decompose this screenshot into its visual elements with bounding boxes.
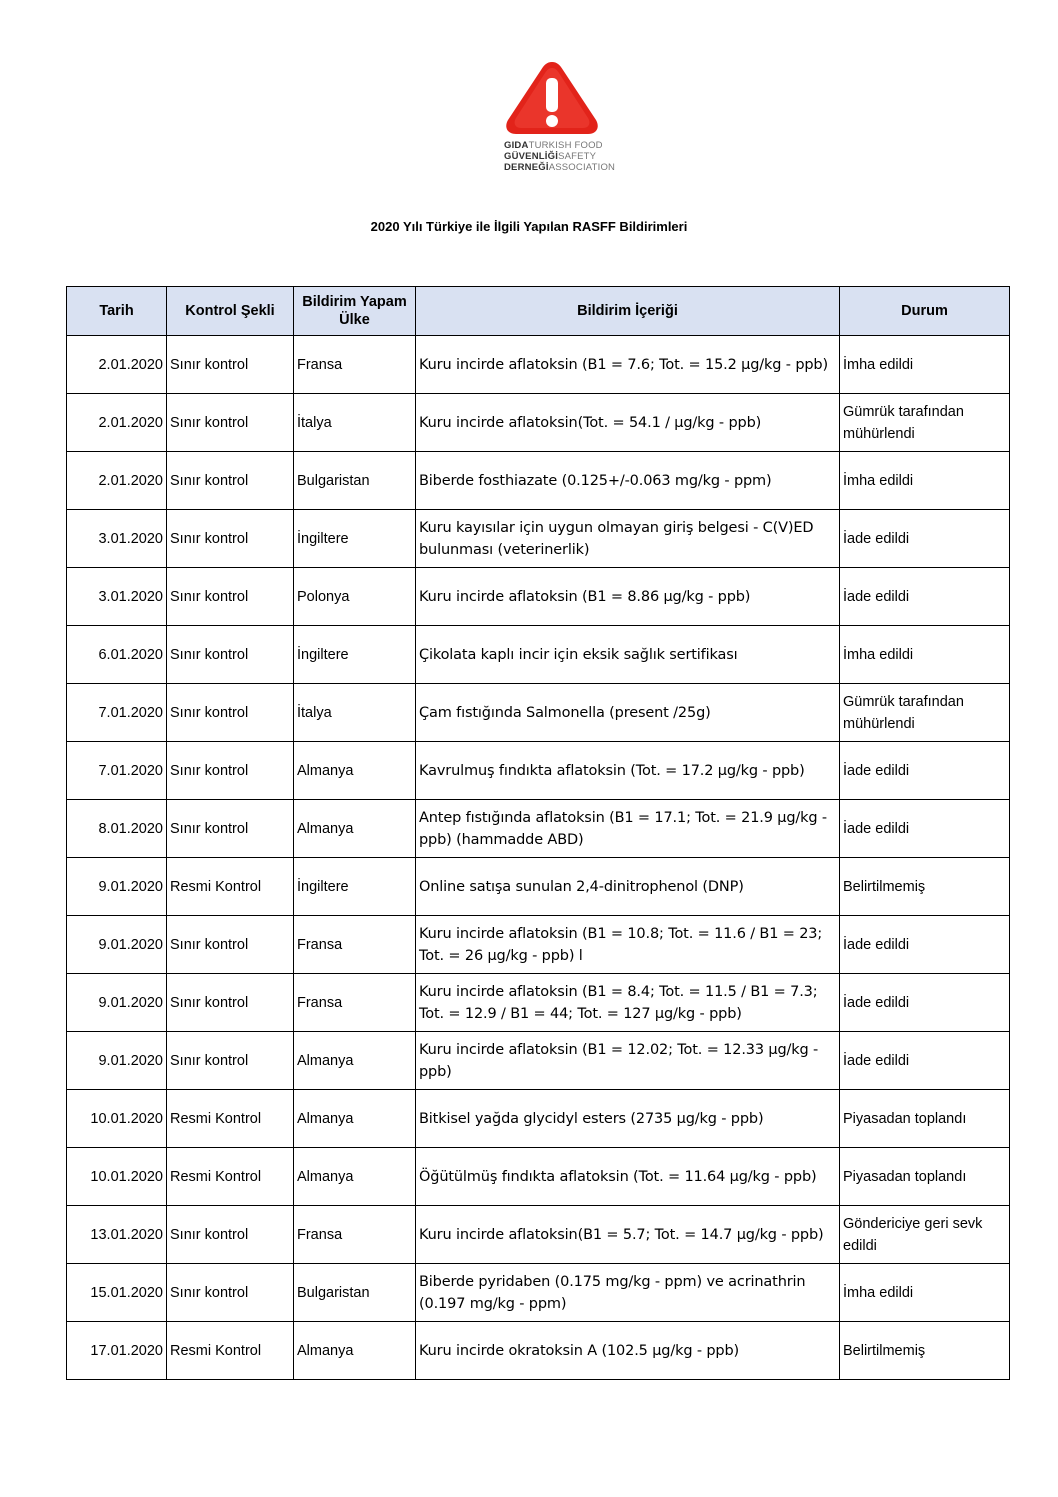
cell-date: 3.01.2020: [67, 568, 167, 626]
header-status: Durum: [840, 287, 1010, 336]
header-date: Tarih: [67, 287, 167, 336]
cell-content: Bitkisel yağda glycidyl esters (2735 µg/kg - ppb): [416, 1090, 840, 1148]
table-row: [67, 684, 1010, 742]
cell-status: İade edildi: [840, 1032, 1010, 1090]
cell-control-type: Sınır kontrol: [167, 1264, 294, 1322]
table-row: [67, 800, 1010, 858]
cell-content: Kuru incirde aflatoksin (B1 = 10.8; Tot. = 11.6 / B1 = 23; Tot. = 26 µg/kg - ppb) l: [416, 916, 840, 974]
table-header-row: [67, 287, 1010, 336]
table-row: [67, 742, 1010, 800]
cell-country: Fransa: [294, 974, 416, 1032]
cell-country: Almanya: [294, 1322, 416, 1380]
cell-content: Öğütülmüş fındıkta aflatoksin (Tot. = 11.64 µg/kg - ppb): [416, 1148, 840, 1206]
cell-status: İade edildi: [840, 742, 1010, 800]
table-row: [67, 626, 1010, 684]
cell-content: Kuru incirde aflatoksin (B1 = 12.02; Tot. = 12.33 µg/kg - ppb): [416, 1032, 840, 1090]
cell-content: Kuru incirde aflatoksin (B1 = 8.4; Tot. = 11.5 / B1 = 7.3; Tot. = 12.9 / B1 = 44; Tot. = 127 µg/kg - ppb): [416, 974, 840, 1032]
cell-country: Almanya: [294, 1032, 416, 1090]
cell-status: Piyasadan toplandı: [840, 1148, 1010, 1206]
cell-status: İmha edildi: [840, 452, 1010, 510]
cell-status: Belirtilmemiş: [840, 858, 1010, 916]
table-row: [67, 394, 1010, 452]
table-row: [67, 974, 1010, 1032]
cell-country: Almanya: [294, 800, 416, 858]
header-notifying-country: Bildirim Yapam Ülke: [294, 287, 416, 336]
cell-status: İmha edildi: [840, 336, 1010, 394]
rasff-notifications-table: [66, 286, 1010, 1380]
cell-status: İade edildi: [840, 800, 1010, 858]
cell-control-type: Sınır kontrol: [167, 1206, 294, 1264]
cell-country: Almanya: [294, 742, 416, 800]
cell-country: İngiltere: [294, 510, 416, 568]
cell-control-type: Sınır kontrol: [167, 510, 294, 568]
logo-wordmark: GIDATURKISH FOOD GÜVENLİĞİSAFETY DERNEĞİASSOCIATION: [504, 140, 616, 173]
cell-content: Biberde fosthiazate (0.125+/-0.063 mg/kg - ppm): [416, 452, 840, 510]
table-row: [67, 858, 1010, 916]
table-row: [67, 1322, 1010, 1380]
cell-country: Bulgaristan: [294, 452, 416, 510]
cell-control-type: Sınır kontrol: [167, 800, 294, 858]
table-row: [67, 1206, 1010, 1264]
cell-date: 2.01.2020: [67, 452, 167, 510]
cell-control-type: Sınır kontrol: [167, 974, 294, 1032]
cell-status: İmha edildi: [840, 626, 1010, 684]
cell-control-type: Resmi Kontrol: [167, 1090, 294, 1148]
cell-control-type: Sınır kontrol: [167, 626, 294, 684]
cell-date: 2.01.2020: [67, 336, 167, 394]
cell-status: İade edildi: [840, 568, 1010, 626]
cell-control-type: Sınır kontrol: [167, 452, 294, 510]
cell-date: 10.01.2020: [67, 1090, 167, 1148]
cell-content: Kuru incirde aflatoksin (B1 = 7.6; Tot. = 15.2 µg/kg - ppb): [416, 336, 840, 394]
cell-date: 9.01.2020: [67, 974, 167, 1032]
cell-status: İade edildi: [840, 974, 1010, 1032]
table-row: [67, 510, 1010, 568]
cell-country: İtalya: [294, 684, 416, 742]
cell-control-type: Sınır kontrol: [167, 684, 294, 742]
cell-control-type: Sınır kontrol: [167, 336, 294, 394]
cell-content: Kuru incirde aflatoksin(B1 = 5.7; Tot. = 14.7 µg/kg - ppb): [416, 1206, 840, 1264]
cell-status: İmha edildi: [840, 1264, 1010, 1322]
cell-control-type: Resmi Kontrol: [167, 858, 294, 916]
cell-content: Çam fıstığında Salmonella (present /25g): [416, 684, 840, 742]
cell-country: Polonya: [294, 568, 416, 626]
cell-date: 9.01.2020: [67, 858, 167, 916]
cell-country: İngiltere: [294, 626, 416, 684]
cell-date: 8.01.2020: [67, 800, 167, 858]
cell-status: Gümrük tarafından mühürlendi: [840, 684, 1010, 742]
association-logo: [498, 58, 616, 188]
cell-country: Fransa: [294, 1206, 416, 1264]
cell-content: Kuru kayısılar için uygun olmayan giriş belgesi - C(V)ED bulunması (veterinerlik): [416, 510, 840, 568]
table-body: [67, 336, 1010, 1380]
cell-content: Çikolata kaplı incir için eksik sağlık sertifikası: [416, 626, 840, 684]
cell-country: Almanya: [294, 1148, 416, 1206]
cell-country: Bulgaristan: [294, 1264, 416, 1322]
cell-status: Gümrük tarafından mühürlendi: [840, 394, 1010, 452]
cell-content: Kuru incirde aflatoksin(Tot. = 54.1 / µg/kg - ppb): [416, 394, 840, 452]
table-row: [67, 916, 1010, 974]
cell-country: Fransa: [294, 916, 416, 974]
cell-status: Piyasadan toplandı: [840, 1090, 1010, 1148]
cell-content: Kavrulmuş fındıkta aflatoksin (Tot. = 17.2 µg/kg - ppb): [416, 742, 840, 800]
cell-content: Online satışa sunulan 2,4-dinitrophenol (DNP): [416, 858, 840, 916]
cell-date: 17.01.2020: [67, 1322, 167, 1380]
cell-date: 10.01.2020: [67, 1148, 167, 1206]
cell-status: Belirtilmemiş: [840, 1322, 1010, 1380]
cell-status: Göndericiye geri sevk edildi: [840, 1206, 1010, 1264]
cell-date: 2.01.2020: [67, 394, 167, 452]
cell-control-type: Sınır kontrol: [167, 916, 294, 974]
table-row: [67, 568, 1010, 626]
table-row: [67, 1264, 1010, 1322]
cell-date: 3.01.2020: [67, 510, 167, 568]
cell-date: 7.01.2020: [67, 684, 167, 742]
cell-status: İade edildi: [840, 510, 1010, 568]
table-row: [67, 452, 1010, 510]
cell-status: İade edildi: [840, 916, 1010, 974]
cell-country: Almanya: [294, 1090, 416, 1148]
cell-date: 6.01.2020: [67, 626, 167, 684]
cell-content: Kuru incirde okratoksin A (102.5 µg/kg - ppb): [416, 1322, 840, 1380]
header-notification-content: Bildirim İçeriği: [416, 287, 840, 336]
document-title: 2020 Yılı Türkiye ile İlgili Yapılan RASFF Bildirimleri: [370, 219, 688, 234]
cell-country: Fransa: [294, 336, 416, 394]
cell-date: 7.01.2020: [67, 742, 167, 800]
cell-country: İtalya: [294, 394, 416, 452]
cell-control-type: Sınır kontrol: [167, 568, 294, 626]
cell-control-type: Sınır kontrol: [167, 742, 294, 800]
cell-date: 15.01.2020: [67, 1264, 167, 1322]
cell-content: Kuru incirde aflatoksin (B1 = 8.86 µg/kg - ppb): [416, 568, 840, 626]
table-row: [67, 336, 1010, 394]
cell-control-type: Sınır kontrol: [167, 1032, 294, 1090]
table-row: [67, 1032, 1010, 1090]
cell-date: 9.01.2020: [67, 916, 167, 974]
cell-country: İngiltere: [294, 858, 416, 916]
cell-control-type: Resmi Kontrol: [167, 1148, 294, 1206]
cell-date: 13.01.2020: [67, 1206, 167, 1264]
cell-control-type: Resmi Kontrol: [167, 1322, 294, 1380]
cell-control-type: Sınır kontrol: [167, 394, 294, 452]
table-row: [67, 1148, 1010, 1206]
cell-content: Biberde pyridaben (0.175 mg/kg - ppm) ve acrinathrin (0.197 mg/kg - ppm): [416, 1264, 840, 1322]
table-row: [67, 1090, 1010, 1148]
cell-content: Antep fıstığında aflatoksin (B1 = 17.1; Tot. = 21.9 µg/kg - ppb) (hammadde ABD): [416, 800, 840, 858]
header-control-type: Kontrol Şekli: [167, 287, 294, 336]
warning-triangle-icon: [502, 58, 602, 138]
cell-date: 9.01.2020: [67, 1032, 167, 1090]
